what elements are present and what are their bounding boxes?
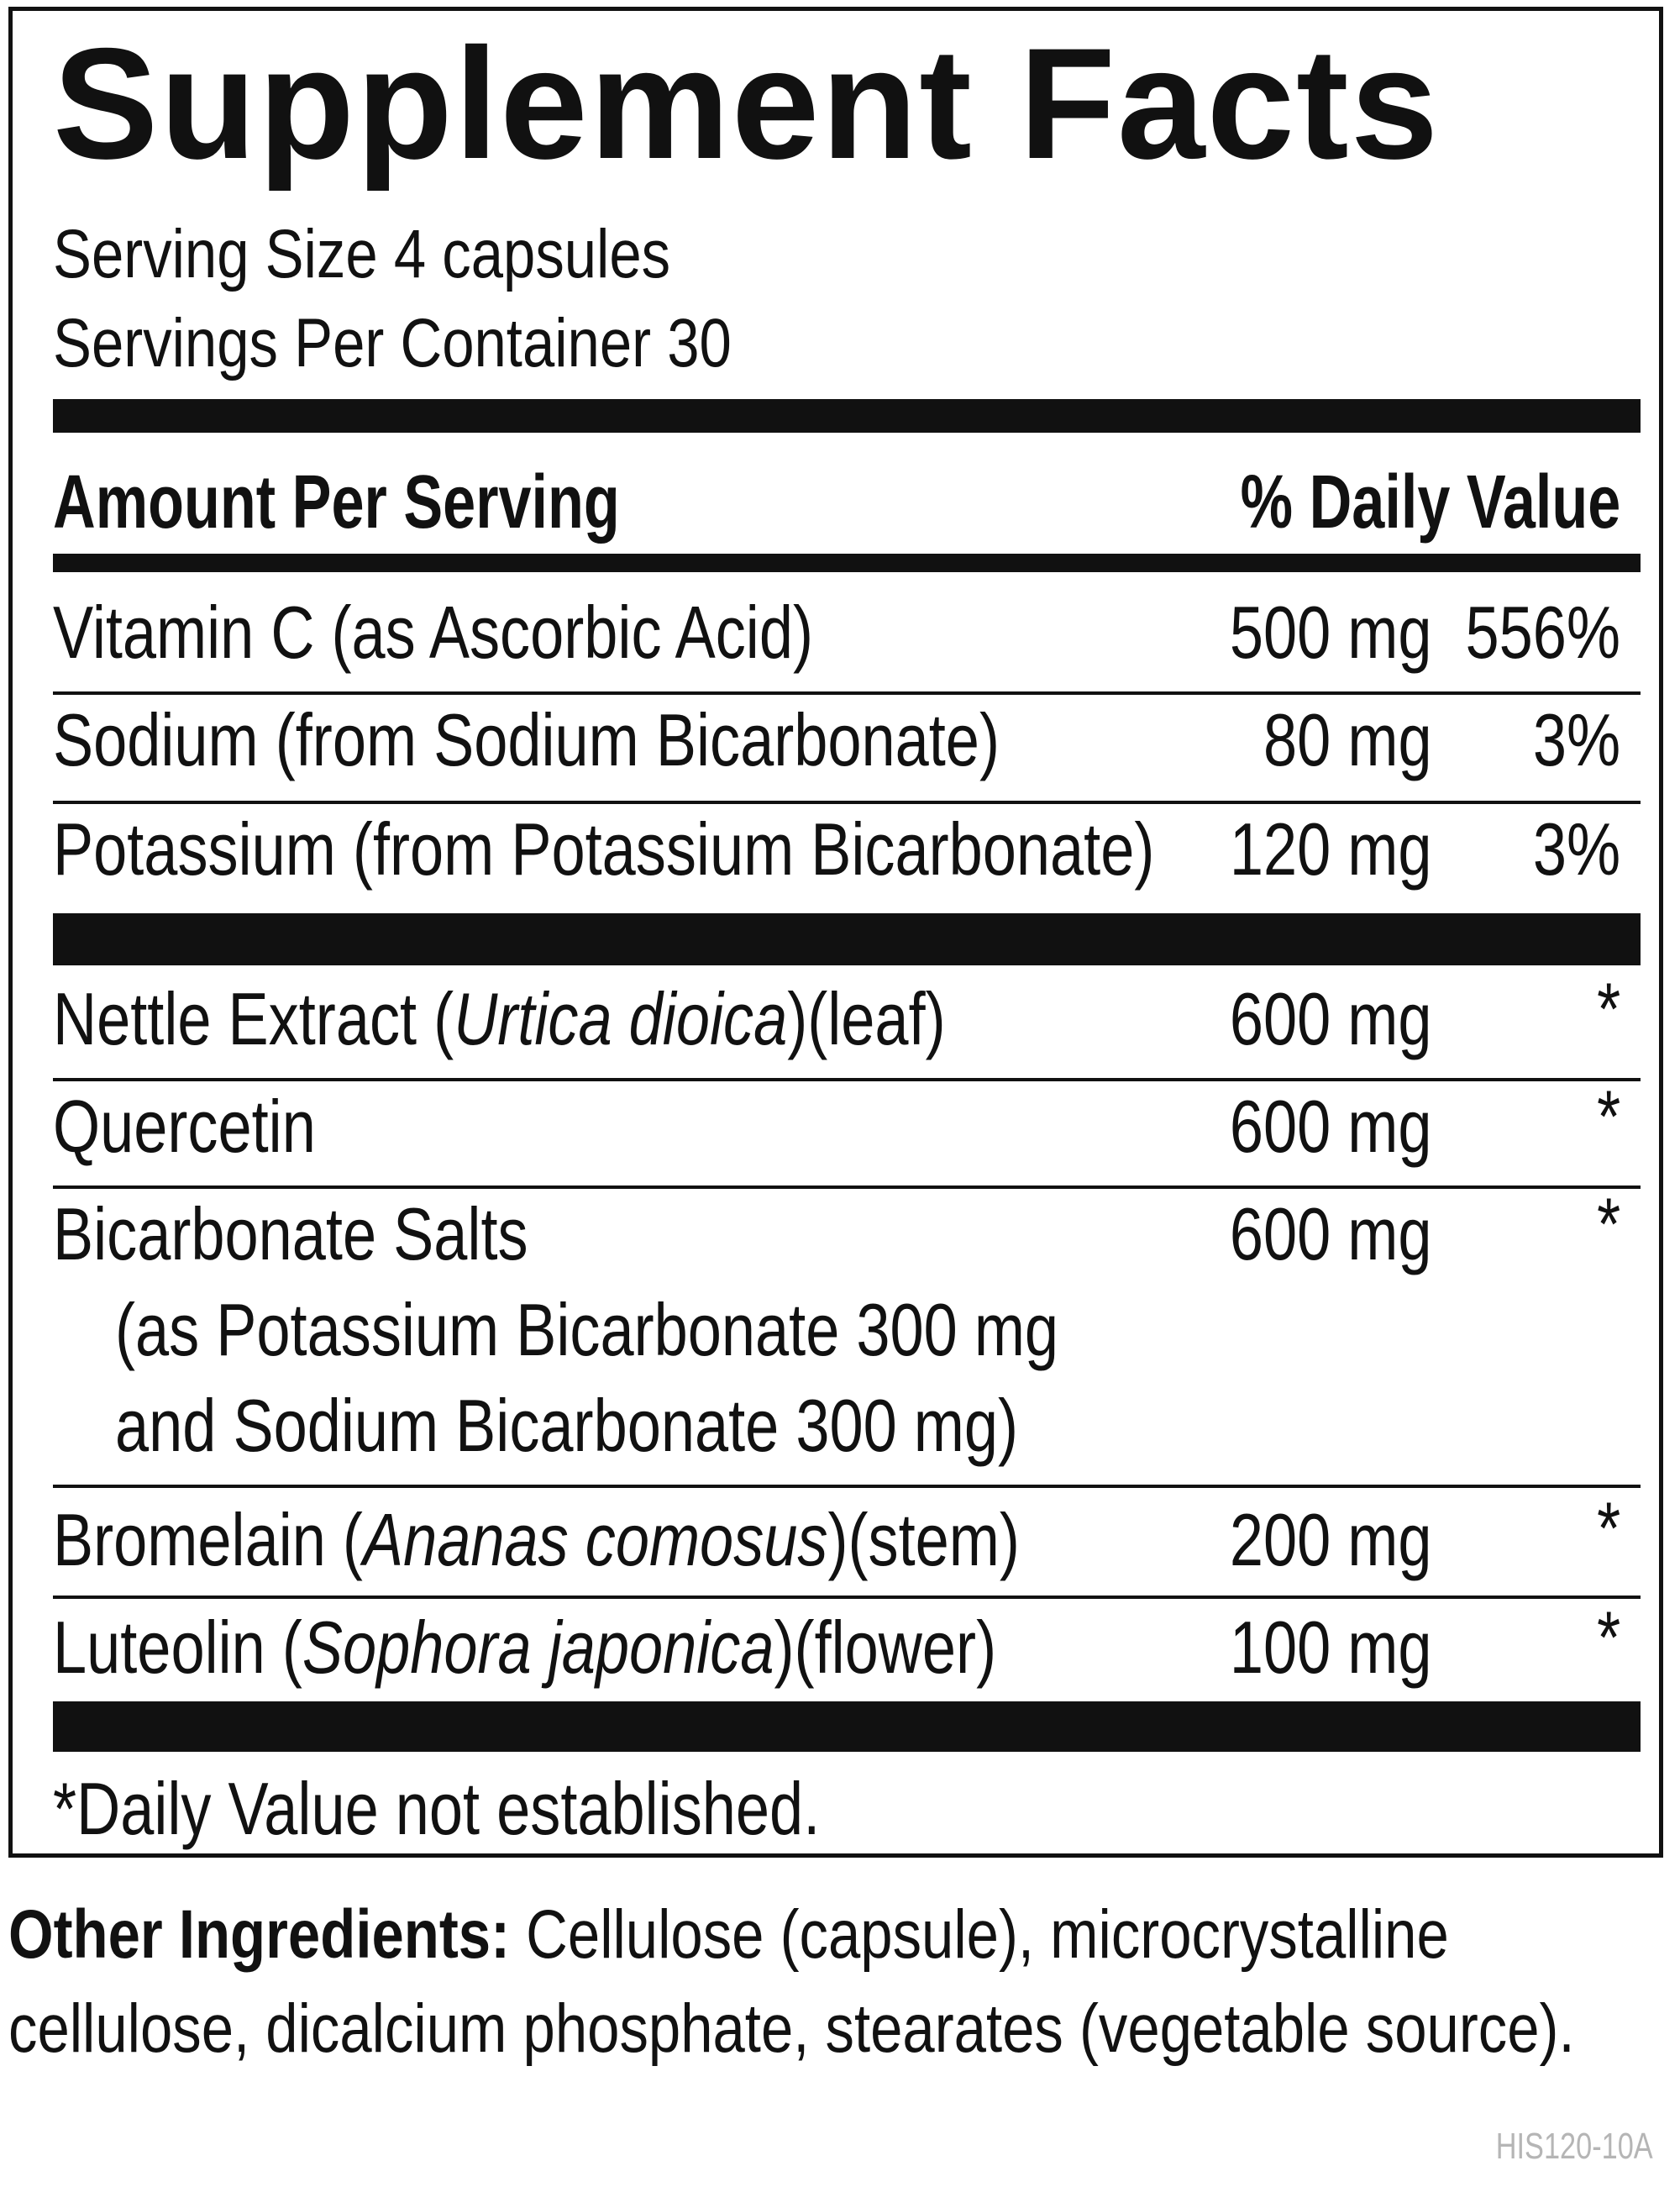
nutrient-name: Potassium (from Potassium Bicarbonate) <box>53 807 1155 891</box>
ingredient-detail: and Sodium Bicarbonate 300 mg) <box>115 1384 1019 1467</box>
supplement-facts-panel <box>8 7 1663 1858</box>
panel-title: Supplement Facts <box>53 15 1441 192</box>
ingredient-amount: 600 mg <box>1230 1085 1432 1168</box>
ingredient-dv: * <box>1596 967 1620 1050</box>
row-divider <box>53 1186 1641 1189</box>
nutrient-amount: 120 mg <box>1230 807 1432 891</box>
nutrient-amount: 500 mg <box>1230 591 1432 674</box>
ingredient-name: Quercetin <box>53 1085 316 1168</box>
ingredient-name: Nettle Extract (Urtica dioica)(leaf) <box>53 977 946 1060</box>
botanical-name: Ananas comosus <box>362 1498 828 1581</box>
medium-divider <box>53 554 1641 572</box>
botanical-name: Sophora japonica <box>302 1606 774 1689</box>
footnote: *Daily Value not established. <box>53 1767 821 1850</box>
row-divider <box>53 1596 1641 1599</box>
nutrient-name: Vitamin C (as Ascorbic Acid) <box>53 591 813 674</box>
ingredient-amount: 100 mg <box>1230 1606 1432 1689</box>
ingredient-dv: * <box>1596 1182 1620 1265</box>
thick-divider <box>53 1701 1641 1752</box>
row-divider <box>53 1078 1641 1081</box>
nutrient-amount: 80 mg <box>1263 698 1432 781</box>
other-ingredients-line-1: Other Ingredients: Cellulose (capsule), microcrystalline <box>8 1896 1449 1973</box>
nutrient-name: Sodium (from Sodium Bicarbonate) <box>53 698 1000 781</box>
nutrient-dv: 3% <box>1532 807 1620 891</box>
nutrient-dv: 3% <box>1532 698 1620 781</box>
ingredient-amount: 600 mg <box>1230 1192 1432 1275</box>
servings-per-container: Servings Per Container 30 <box>53 305 732 381</box>
row-divider <box>53 1485 1641 1488</box>
ingredient-detail: (as Potassium Bicarbonate 300 mg <box>115 1288 1059 1371</box>
ingredient-name: Bicarbonate Salts <box>53 1192 528 1275</box>
nutrient-dv: 556% <box>1465 591 1620 674</box>
serving-size: Serving Size 4 capsules <box>53 216 671 292</box>
row-divider <box>53 801 1641 804</box>
row-divider <box>53 691 1641 695</box>
product-code: HIS120-10A <box>1496 2126 1653 2167</box>
ingredient-name: Luteolin (Sophora japonica)(flower) <box>53 1606 997 1689</box>
ingredient-dv: * <box>1596 1486 1620 1569</box>
ingredient-dv: * <box>1596 1596 1620 1679</box>
other-ingredients-line-2: cellulose, dicalcium phosphate, stearates (vegetable source). <box>8 1990 1575 2067</box>
other-ingredients-label: Other Ingredients: <box>8 1896 511 1973</box>
botanical-name: Urtica dioica <box>454 977 788 1060</box>
ingredient-name: Bromelain (Ananas comosus)(stem) <box>53 1498 1020 1581</box>
thick-divider <box>53 399 1641 433</box>
header-amount: Amount Per Serving <box>53 460 620 544</box>
ingredient-amount: 200 mg <box>1230 1498 1432 1581</box>
header-daily-value: % Daily Value <box>1240 460 1620 544</box>
thick-divider <box>53 913 1641 965</box>
ingredient-dv: * <box>1596 1075 1620 1158</box>
ingredient-amount: 600 mg <box>1230 977 1432 1060</box>
